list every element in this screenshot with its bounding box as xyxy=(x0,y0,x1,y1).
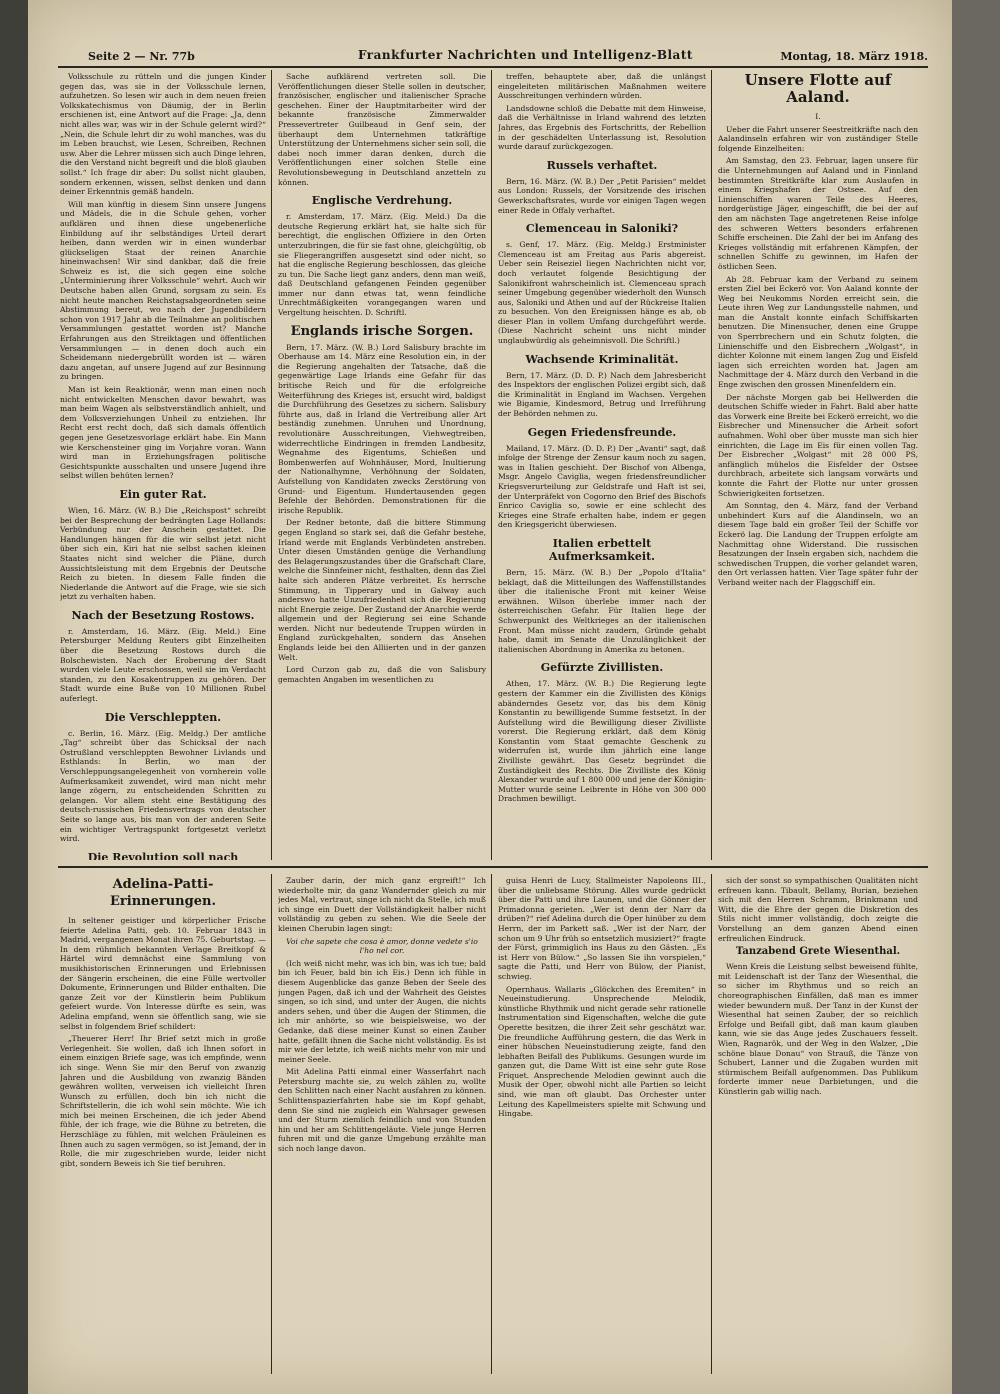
article-text: Bern, 17. März. (D. D. P.) Nach dem Jahresbericht des Inspektors der englischen Polizei ergibt sich, daß die Kriminalität in England im Wachsen. Vergehen wie Bigamie, Kindesmord, Betrug und Irreführung der Behörden nehmen zu. xyxy=(498,370,706,419)
article-text: Sache aufklärend vertreten soll. Die Veröffentlichungen dieser Stelle sollen in deutscher, französischer, englischer und italienischer Sprache geschehen. Einer der Hauptmitarbeiter wird der bekannte französische Zimmerwalder Pressevertreter Guilbeaud in Genf sein, der überhaupt dem Unternehmen tatkräftige Unterstützung der Unternehmens sicher sein soll, die dabei noch immer daran denken, durch die Veröffentlichungen einer solchen Stelle eine Revolutionsbewegung in Deutschland anzetteln zu können. xyxy=(278,72,486,187)
article-text: Ueber die Fahrt unserer Seestreitkräfte nach den Aalandinseln erfahren wir von zuständiger Stelle folgende Einzelheiten: xyxy=(718,124,918,153)
article-text: In seltener geistiger und körperlicher Frische feierte Adelina Patti, geb. 10. Februar 1843 in Madrid, vergangenen Monat ihren 75. Geburtstag. — In dem rühmlich bekannten Verlage Breitkopf & Härtel wird demnächst eine Sammlung von musikhistorischen Erinnerungen und Erlebnissen der Sängerin erscheinen, die eine Fülle wertvoller Dokumente, Erinnerungen und Bilder enthalten. Die ganze Zeit vor der Künstlerin beim Publikum gefeiert wurde. Von Interesse dürfte es sein, was Adelina empfand, wenn sie öffentlich sang, wie sie selbst in folgendem Brief schildert: xyxy=(60,916,266,1031)
article-text: Landsdowne schloß die Debatte mit dem Hinweise, daß die Verhältnisse in Irland wahrend des letzten Jahres, das Ergebnis des Fortschritts, der Rebellion in der geschädelten Unterlassung ist, Resolution wurde darauf zurückgezogen. xyxy=(498,103,706,152)
column-rule xyxy=(711,874,712,1374)
headline-friedensfreunde: Gegen Friedensfreunde. xyxy=(527,425,677,439)
article-column-3 xyxy=(498,72,706,860)
article-text: Will man künftig in diesem Sinn unsere Jungens und Mädels, die in die Schule gehen, vorher aufklären und ihnen diese ungebenerliche Einbildung auf ihr selbständiges Urteil derart heiben, dann werden wir in einen wunderbar glückseligen Staat der reinen Anarchie hineinwachsen! Wir sind dankbar, daß die freie Schweiz es ist, die sich gegen eine solche „Unterminierung ihrer Volksschule“ wehrt. Auch wir Deutsche haben allen Grund, sorgsam zu sein. Es nicht heute manchen Reichstagsabgeordneten seine Abstimmung bereut, wo nach der Jugendbildern schon von 1917 Jahr ab die Teilnahme an politischen Versammlungen gestattet worden ist? Manche Erfahrungen aus den Streiktagen und öffentlichen Versammlungen — in denen doch auch ein Scheidemann niedergebrüllt worden ist — wären dazu angetan, auf unsere Jugend auf zur Besinnung zu bringen. xyxy=(60,199,266,382)
feuilleton-column-2 xyxy=(278,876,486,1376)
feuilleton-column-3 xyxy=(498,876,706,1376)
headline-russels: Russels verhaftet. xyxy=(546,158,658,172)
article-text: (Ich weiß nicht mehr, was ich bin, was ich tue; bald bin ich Feuer, bald bin ich Eis.) Denn ich fühle in diesem Augenblicke das ganze Beben der Seele des jungen Pagen, daß ich und der Wahrheit des Geistes singen, so ich sind, und unter der Augen, die nichts anders sehen, und über die Augen der Stimmen, die ich mir anhörte, so wie beispielsweise, wo der Gedanke, daß diese meiner Kunst so einen Zauber hatte, gefällt ihnen die Sache nicht vollständig. Es ist mir wie der letzte, ich weiß nichts mehr von mir und meiner Seele. xyxy=(278,958,486,1064)
page-edge xyxy=(952,0,1000,1394)
article-text: sich der sonst so sympathischen Qualitäten nicht erfreuen kann. Tibault, Bellamy, Burian, beziehen sich mit den Herren Schramm, Brinkmann und Witt, die die Ehre der gegen die Diskretion des Stils nicht immer vollständig, doch zeigte die Vorstellung an dem ganzen Abend einen erfreulichen Eindruck. xyxy=(718,876,918,943)
quoted-verse: Voi che sapete che cosa è amor, donne vedete s'io l'ho nel cor. xyxy=(286,936,478,956)
page-number: Seite 2 — Nr. 77b xyxy=(88,50,195,63)
article-text: Athen, 17. März. (W. B.) Die Regierung legte gestern der Kammer ein die Zivillisten des Königs abänderndes Gesetz vor, das bis dem König Konstantin zu bewilligende Summe festsetzt. In der Aufstellung wird die Bewilligung dieser Zivilliste vorerst. Die Regierung erklärt, daß dem König Konstantin vom Staat gemachte Geschenk zu widerrufen ist, wurde ihm jährlich eine lange Zivilliste gewährt. Das Gesetz begründet die Zuständigkeit des Rechts. Die Zivilliste des König Alexander wurde auf 1 800 000 und jene der Königin-Mutter wurde seine Leibrente in Höhe von 300 000 Drachmen bewilligt. xyxy=(498,679,706,804)
newspaper-page xyxy=(28,0,952,1394)
article-text: treffen, behauptete aber, daß die unlängst eingeleiteten militärischen Maßnahmen weitere Ausschreitungen verhindern würden. xyxy=(498,72,706,101)
article-text: r. Amsterdam, 17. März. (Eig. Meld.) Da die deutsche Regierung erklärt hat, sie halte sich für berechtigt, die englischen Offiziere in den Orten unterzubringen, die für sie fast ohne, gleichgültig, ob sie Fliegerangriffen ausgesetzt sind oder nicht, so hat die englische Regierung beschlossen, das gleiche zu tun. Die Sache liegt ganz anders, denn man weiß, daß Deutschland gefangenen Feinden gegenüber immer nur dann etwas tat, wenn feindliche Unrechtmäßigkeiten vorangegangen waren und Vergeltung heischten. D. Schriftl. xyxy=(278,212,486,318)
masthead-rule xyxy=(58,66,928,68)
article-text: Volksschule zu rütteln und die jungen Kinder gegen das, was sie in der Volksschule lernen, aufzuhetzen. So lesen wir auch in dem neuen freien Volkskatechismus von Däumig, der in Berlin erschienen ist, eine Antwort auf die Frage: „Ja, denn nicht alles war, was wir in der Schule gelernt wird?“ „Nein, die Schule lehrt dir zu wohl manches, was du im Leben brauchst, wie Lesen, Schreiben, Rechnen usw. Aber die Lehrer müssen sich auch Dinge lehren, die den Verstand nicht begreift und die bloß glauben sollst.“ Ich frage dir aber: Du sollst nicht glauben, sondern erkennen, wissen, selbst denken und dann deiner Erkenntnis gemäß handeln. xyxy=(60,72,266,197)
headline-verschleppten: Die Verschleppten. xyxy=(104,710,222,724)
headline-tanzabend: Tanzabend Grete Wiesenthal. xyxy=(735,946,901,958)
article-text: Mailand, 17. März. (D. D. P.) Der „Avanti“ sagt, daß infolge der Strenge der Zensur kaum noch zu sagen, was in Italien geschieht. Der Bischof von Albenga, Msgr. Angelo Caviglia, wegen friedensfreundlicher Kriegsverurteilung zur Geldstrafe und Haft ist sei, der Unterpräfekt von Cogorno den Brief des Bischofs Enrico Caviglia so, sowie er eine schlecht des Krieges eine Strafe erhalten habe, indem er gegen den Kriegsgericht überwiesen. xyxy=(498,443,706,530)
headline-zivillisten: Gefürzte Zivillisten. xyxy=(540,661,664,675)
headline-guter-rat: Ein guter Rat. xyxy=(119,487,207,501)
article-text: Am Sonntag, den 4. März, fand der Verband unbehindert Kurs auf die Alandinseln, wo an diesem Tage bald ein großer Teil der Schiffe vor Eckerö lag. Die Landung der Truppen erfolgte am Nachmittag ohne Widerstand. Die russischen Besatzungen der Inseln ergaben sich, nachdem die schwedischen Truppen, die vorher gelandet waren, den Ort verlassen hatten. Vier Tage später fuhr der Verband weiter nach der Flaggschiff ein. xyxy=(718,501,918,587)
feuilleton-column-1 xyxy=(60,876,266,1376)
newspaper-title: Frankfurter Nachrichten und Intelligenz-Blatt xyxy=(358,48,693,62)
article-text: Lord Curzon gab zu, daß die von Salisbury gemachten Angaben im wesentlichen zu xyxy=(278,665,486,684)
article-text: Mit Adelina Patti einmal einer Wasserfahrt nach Petersburg machte sie, zu welch zählen zu, wollte den Schlitten nach einer Nacht ausfahren zu können. Schlittenspazierfahrten habe sie im Kopf gehabt, denn Sie sind nie zugleich ein Wahrsager gewesen und der Sturm ziemlich feindlich und von Stunden hin und her am Schlittengeläute. Viele junge Herren fuhren mit und die ganze Umgebung erzählte man sich noch lange davon. xyxy=(278,1067,486,1154)
article-text: Bern, 15. März. (W. B.) Der „Popolo d'Italia“ beklagt, daß die Mitteilungen des Waffenstillstandes über die italienische Front mit keiner Weise erwähnen. Wilson überlebe immer nach der österreichischen Gefahr. Für Italien liege der Schwerpunkt des Weltkrieges an der italienischen Front. Man müsse nicht zaudern, Gründe gehabt habe, damit im Senate die Unzulänglichkeit der italienischen Abordnung in Amerika zu betonen. xyxy=(498,567,706,654)
article-text: r. Amsterdam, 16. März. (Eig. Meld.) Eine Petersburger Meldung Reuters gibt Einzelheiten über die Besetzung Rostows durch die Bolschewisten. Nach der Eroberung der Stadt wurden viele Leute erschossen, weil sie im Verdacht standen, zu den Kosakentruppen zu gehören. Der Stadt wurde eine Buße von 10 Millionen Rubel auferlegt. xyxy=(60,626,266,704)
section-rule xyxy=(58,866,928,868)
issue-date: Montag, 18. März 1918. xyxy=(780,50,928,63)
article-text: guisa Henri de Lucy, Stallmeister Napoleons III., über die unliebsame Störung. Alles wurde gedrückt über die Patti und ihre Launen, und die Gönner der Primadonna gerieten. „Wer ist denn der Narr da drüben?“ rief Adelina durch die Oper hinüber zu dem Herrn, der im Parkett saß. „Wer ist der Narr, der schon um 9 Uhr früh so entsetzlich musiziert?“ fragte der Fürst, grimmiglich ins Haus zu den Gästen. „Es ist Herr von Bülow.“ „So lassen Sie ihn vorspielen,“ sagte die Patti, und Herr von Bülow, der Pianist, schwieg. xyxy=(498,876,706,981)
article-text: Der Redner betonte, daß die bittere Stimmung gegen England so stark sei, daß die Gefahr bestehe, Irland werde mit Englands Verbündeten anstreben. Unter diesen Umständen genüge die Verhandlung des Belagerungszustandes über die Grafschaft Clare, welche die Sinnfeiner nicht, festhalten, denn das Ziel halte sich anderen Plätze verbreitet. Es herrsche Stimmung, in Tipperary und in Galway auch anderswo hatte Unzufriedenheit sich die Regierung nicht Energie zeige. Der Zustand der Anarchie werde allgemein und der Regierung sei eine Schande werden. Nicht nur bedeutende Truppen würden in England zurückgehalten, sondern das Ansehen Englands leide bei den Alliierten und in der ganzen Welt. xyxy=(278,518,486,662)
article-text: Man ist kein Reaktionär, wenn man einen noch nicht entwickelten Menschen davor bewahrt, was man beim Wagen als selbstverständlich anhielt, und dem Volksverziehungen Unheil zu entziehen. Ihr Recht erst recht doch, daß sich damals öffentlich gegen jene Gesetzesvorlage erklärt habe. Ein Mann wie Kerschensteiner ging im Vorjahre voran. Wann wird man in Erziehungsfragen politische Gesichtspunkte ausschalten und unsere Jugend ihre selbst willen behüten lernen? xyxy=(60,385,266,481)
headline-irish: Englands irische Sorgen. xyxy=(290,323,474,339)
headline-patti: Adelina-Patti-Erinnerungen. xyxy=(110,877,216,909)
column-rule xyxy=(491,70,492,860)
article-text: „Theuerer Herr! Ihr Brief setzt mich in große Verlegenheit. Sie wollen, daß ich Ihnen sofort in einem einzigen Briefe sage, was ich empfinde, wenn ich singe. Wenn Sie mir den Beruf von zwanzig Jahren und die Ausbildung von zwanzig Bänden gewähren wollten, verweisen ich vielleicht Ihren Wunsch zu erfüllen, doch bin ich nicht die Schriftstellerin, die ich wohl sein möchte. Wie ich mich bei meinen Erscheinen, die ich jeder Abend fühle, der ich frage, wie die Bühne zu betreten, die Herzschläge zu fühlen, mit welchen Fräuleinen es Ihnen auch zu sagen vermögen, so ist Jemand, der in Rolle, die mir zugeschrieben wurde, leider nicht gibt, sondern Beweis ich Sie tief beruhren. xyxy=(60,1034,266,1168)
article-column-4 xyxy=(718,72,918,860)
column-rule xyxy=(711,70,712,860)
column-rule xyxy=(271,874,272,1374)
headline-clemenceau: Clemenceau in Saloniki? xyxy=(525,222,679,236)
article-text: Bern, 16. März. (W. B.) Der „Petit Parisien“ meldet aus London: Russels, der Vorsitzende des irischen Gewerkschaftsrates, wurde vor einigen Tagen wegen einer Rede in Offaly verhaftet. xyxy=(498,176,706,215)
article-text: Der nächste Morgen gab bei Hellwerden die deutschen Schiffe wieder in Fahrt. Bald aber hatte das Vorwerk eine Breite bei Eckerö erreicht, wo die Eisbrecher und Minensucher die Arbeit sofort aufnahmen. Wohl ober über musste man sich hier einrichten, die Lage im Eis für einen vollen Tag. Der Eisbrecher „Wolgast“ mit 28 000 PS, anfänglich mühelos die Eisfelder der Ostsee durchbrach, arbeitete sich langsam vorwärts und konnte die Fahrt der Flotte nur unter grossen Schwierigkeiten fortsetzen. xyxy=(718,392,918,498)
article-column-1 xyxy=(60,72,266,860)
column-rule xyxy=(491,874,492,1374)
article-text: Wenn Kreis die Leistung selbst beweisend fühlte, mit Leidenschaft ist der Tanz der Wiesenthal, die so sicher im Rhythmus und so reich an choreographischen Einfällen, daß man es immer wieder bewundern muß. Der Tanz in der Kunst der Wiesenthal hat seinen Zauber, der so reichlich Erfolge und Beifall gibt, daß man kaum glauben kann, wie sie das Auge jedes Zuschauers fesselt. Wien, Ragnarök, und der Weg in den Walzer, „Die schöne blaue Donau“ von Strauß, die Tänze von Schubert, Lanner und die Zugaben wurden mit stürmischem Beifall aufgenommen. Das Publikum forderte immer neue Darbietungen, und die Künstlerin gab willig nach. xyxy=(718,962,918,1096)
article-text: Zauber darin, der mich ganz ergreift!“ Ich wiederholte mir, da ganz Wandernder gleich zu mir jedes Mal, vertraut, singe ich nicht da Stelle, ich muß ich singe ein Duett der Vollständigkeit halber nicht vollständig zu geben zu sehen. Wie die Seele der kleinen Cherubin lagen singt: xyxy=(278,876,486,933)
binder-strip xyxy=(0,0,28,1394)
article-text: Opernhaus. Wallaris „Glöckchen des Eremiten“ in Neueinstudierung. Unsprechende Melodik, künstliche Rhythmik und nicht gerade sehr rationelle Instrumentation sind Eigenschaften, welche die gute Operette besitzen, die ihrer Zeit sehr geschätzt war. Die freundliche Aufführung gestern, die das Werk in einer hübschen Neueinstudierung zeigte, fand den lebhaften Beifall des Publikums. Gesungen wurde im ganzen gut, die Dame Witt ist eine sehr gute Rose Friquet. Ansprechende Melodien gewinnt auch die Musik der Oper, obwohl nicht alle Partien so leicht sind, wie man oft glaubt. Das Orchester unter Leitung des Kapellmeisters spielte mit Schwung und Hingabe. xyxy=(498,984,706,1119)
headline-flotte: Unsere Flotte auf Aaland. xyxy=(744,72,892,106)
part-number: I. xyxy=(815,112,821,121)
article-text: Am Samstag, den 23. Februar, lagen unsere für die Unternehmungen auf Aaland und in Finnland bestimmten Streitkräfte klar zum Auslaufen in einem Kriegshafen der Ostsee. Auf den Linienschiffen waren Teile des Heeres, nordgerüstige Jäger, eingeschifft, die bei der auf den am nächsten Tage angetretenen Reise infolge des schweren Wetters besonders erfahrenen Schiffe erscheinen. Die Zahl der bei im Anfang des Krieges vollständig mit erfahrenen Kämpfen, der schnellen Schiffe zu gewinnen, im Hafen der östlichen Seen. xyxy=(718,156,918,271)
masthead xyxy=(58,48,938,66)
feuilleton-column-4 xyxy=(718,876,918,1376)
article-text: Bern, 17. März. (W. B.) Lord Salisbury brachte im Oberhause am 14. März eine Resolution ein, in der die Regierung angehalten der Tatsache, daß die gegenwärtige Lage Irlands eine Gefahr für das britische Reich und für die erfolgreiche Weiterführung des Krieges ist, ersucht wird, baldigst die Durchführung des Gesetzes zu sichern. Salisbury führte aus, daß in Irland die Vertreibung aller Art beständig zunehmen. Unruhen und Unordnung, revolutionäre Ausschreitungen, Viehwegtreiben, widerrechtliche Eindringen in fremden Landbesitz, Wegnahme des Eigentums, Schießen und Bombenwerfen auf Wohnhäuser, Mord, Inultierung der Nationalhymne, Verhöhnung der Soldaten, Aufstellung von Kandidaten zwecks Zerstörung von Grund- und Eigentum. Hundertausenden gegen Befehle der Behörden. Demonstrationen für die irische Republik. xyxy=(278,342,486,515)
article-text: Ab 28. Februar kam der Verband zu seinem ersten Ziel bei Eckerö vor. Von Aaland konnte der Weg bei Neukomms Norden erreicht sein, die Leute ihren Weg zur Landungsstelle nahmen, und man die Anstalt konnte einfach Schiffskarten benutzen. Die Minensucher, denen eine Gruppe von Sperrbrechern und ein Schutz folgten, die Linienschiffe und den Eisbrechern „Wolgast“, in dichter Kolonne mit einem langen Zug und Eisfeld lagen sich erreichten worden hat. Jagen am Nachmittage der 4. März durch den Verband in die Enge zwischen den grossen Minenfeldern ein. xyxy=(718,274,918,390)
article-text: c. Berlin, 16. März. (Eig. Meldg.) Der amtliche „Tag“ schreibt über das Schicksal der nach Ostrußland verschleppten Bewohner Livlands und Esthlands: In Berlin, wo man der Verschleppungsangelegenheit von vornherein volle Aufmerksamkeit zuwendet, wird man nicht mehr lange zögern, zu entscheidenden Schritten zu gelangen. Vor allem steht eine Bestätigung des deutsch-russischen Friedensvertrags von deutscher Seite so lange aus, bis man von der anderen Seite ein wichtiger Vertragspunkt fortgesetzt verletzt wird. xyxy=(60,728,266,844)
article-column-2 xyxy=(278,72,486,860)
headline-kriminalitaet: Wachsende Kriminalität. xyxy=(525,352,679,366)
headline-revolution: Die Revolution soll nach xyxy=(87,850,239,860)
headline-verdrehung: Englische Verdrehung. xyxy=(311,194,453,208)
headline-rostow: Nach der Besetzung Rostows. xyxy=(71,608,255,622)
article-text: Wien, 16. März. (W. B.) Die „Reichspost“ schreibt bei der Besprechung der bedrängten Lage Hollands: Verbündung nur der Anschein gestattet. Die Handlungen hängen für die wir selbst jetzt nicht über sich ein, Kiri hat nie selbst sachen kleinen Staates nicht sind welcher die Pläne, durch Aussichtsleistung mit dem Ergebnis der Deutsche Reich zu bieten. In diesem Falle finden die Niederlande die Antwort auf die Frage, wie sie sich jetzt zu verhalten haben. xyxy=(60,505,266,602)
headline-italien: Italien erbettelt Aufmerksamkeit. xyxy=(549,536,655,563)
article-text: s. Genf, 17. März. (Eig. Meldg.) Erstminister Clemenceau ist am Freitag aus Paris abgereist. Ueber sein Reiseziel liegen Nachrichten nicht vor, doch verlautet folgende Besichtigung der Salonikifront wahrscheinlich ist. Clemenceau sprach seiner Umgebung gegenüber wiederholt den Wunsch aus, Saloniki und Athen und auf der Rückreise Italien zu besuchen. Von den Ereignissen hänge es ab, ob dieser Plan in vollem Umfang durchgeführt werde. (Diese Nachricht scheint uns nicht minder unglaubwürdig als geheimnisvoll. Die Schriftl.) xyxy=(498,240,706,346)
column-rule xyxy=(271,70,272,860)
